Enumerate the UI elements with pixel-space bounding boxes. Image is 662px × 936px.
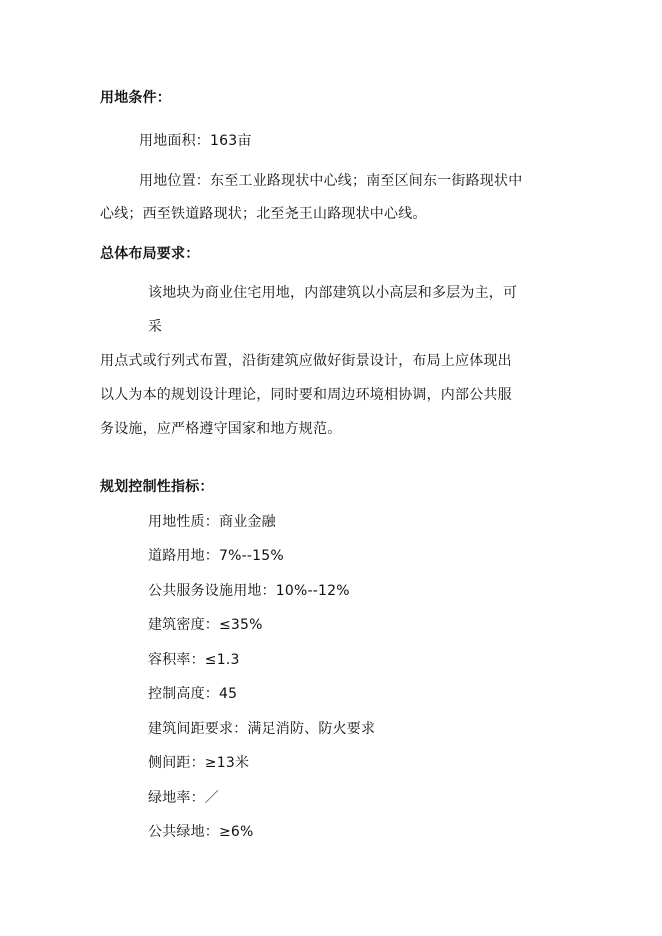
layout-paragraph-line-3: 用点式或行列式布置，沿街建筑应做好街景设计，布局上应体现出 (100, 353, 512, 369)
layout-paragraph-line-4: 以人为本的规划设计理论，同时要和周边环境相协调，内部公共服 (100, 387, 512, 403)
indicator-land-use: 用地性质：商业金融 (148, 514, 276, 530)
indicator-green-ratio: 绿地率：／ (148, 790, 219, 806)
indicator-height-control: 控制高度：45 (148, 686, 238, 702)
section-heading-land-conditions: 用地条件： (100, 90, 171, 106)
indicator-building-density: 建筑密度：≤35% (148, 617, 263, 633)
layout-paragraph-line-2: 采 (148, 319, 163, 335)
section-heading-layout-requirements: 总体布局要求： (100, 246, 200, 262)
indicator-public-service-land: 公共服务设施用地：10%--12% (148, 583, 350, 599)
land-location-line-2: 心线；西至铁道路现状；北至尧王山路现状中心线。 (100, 206, 427, 222)
indicator-side-spacing: 侧间距：≥13米 (148, 755, 250, 771)
section-heading-control-indicators: 规划控制性指标： (100, 479, 214, 495)
layout-paragraph-line-1: 该地块为商业住宅用地，内部建筑以小高层和多层为主，可 (148, 285, 518, 301)
indicator-public-green: 公共绿地：≥6% (148, 824, 254, 840)
land-location-line-1: 用地位置：东至工业路现状中心线；南至区间东一街路现状中 (139, 173, 523, 189)
indicator-building-spacing: 建筑间距要求：满足消防、防火要求 (148, 721, 376, 737)
layout-paragraph-line-5: 务设施，应严格遵守国家和地方规范。 (100, 421, 342, 437)
indicator-road-land: 道路用地：7%--15% (148, 548, 284, 564)
land-area-text: 用地面积：163亩 (139, 133, 252, 149)
indicator-floor-area-ratio: 容积率：≤1.3 (148, 652, 240, 668)
